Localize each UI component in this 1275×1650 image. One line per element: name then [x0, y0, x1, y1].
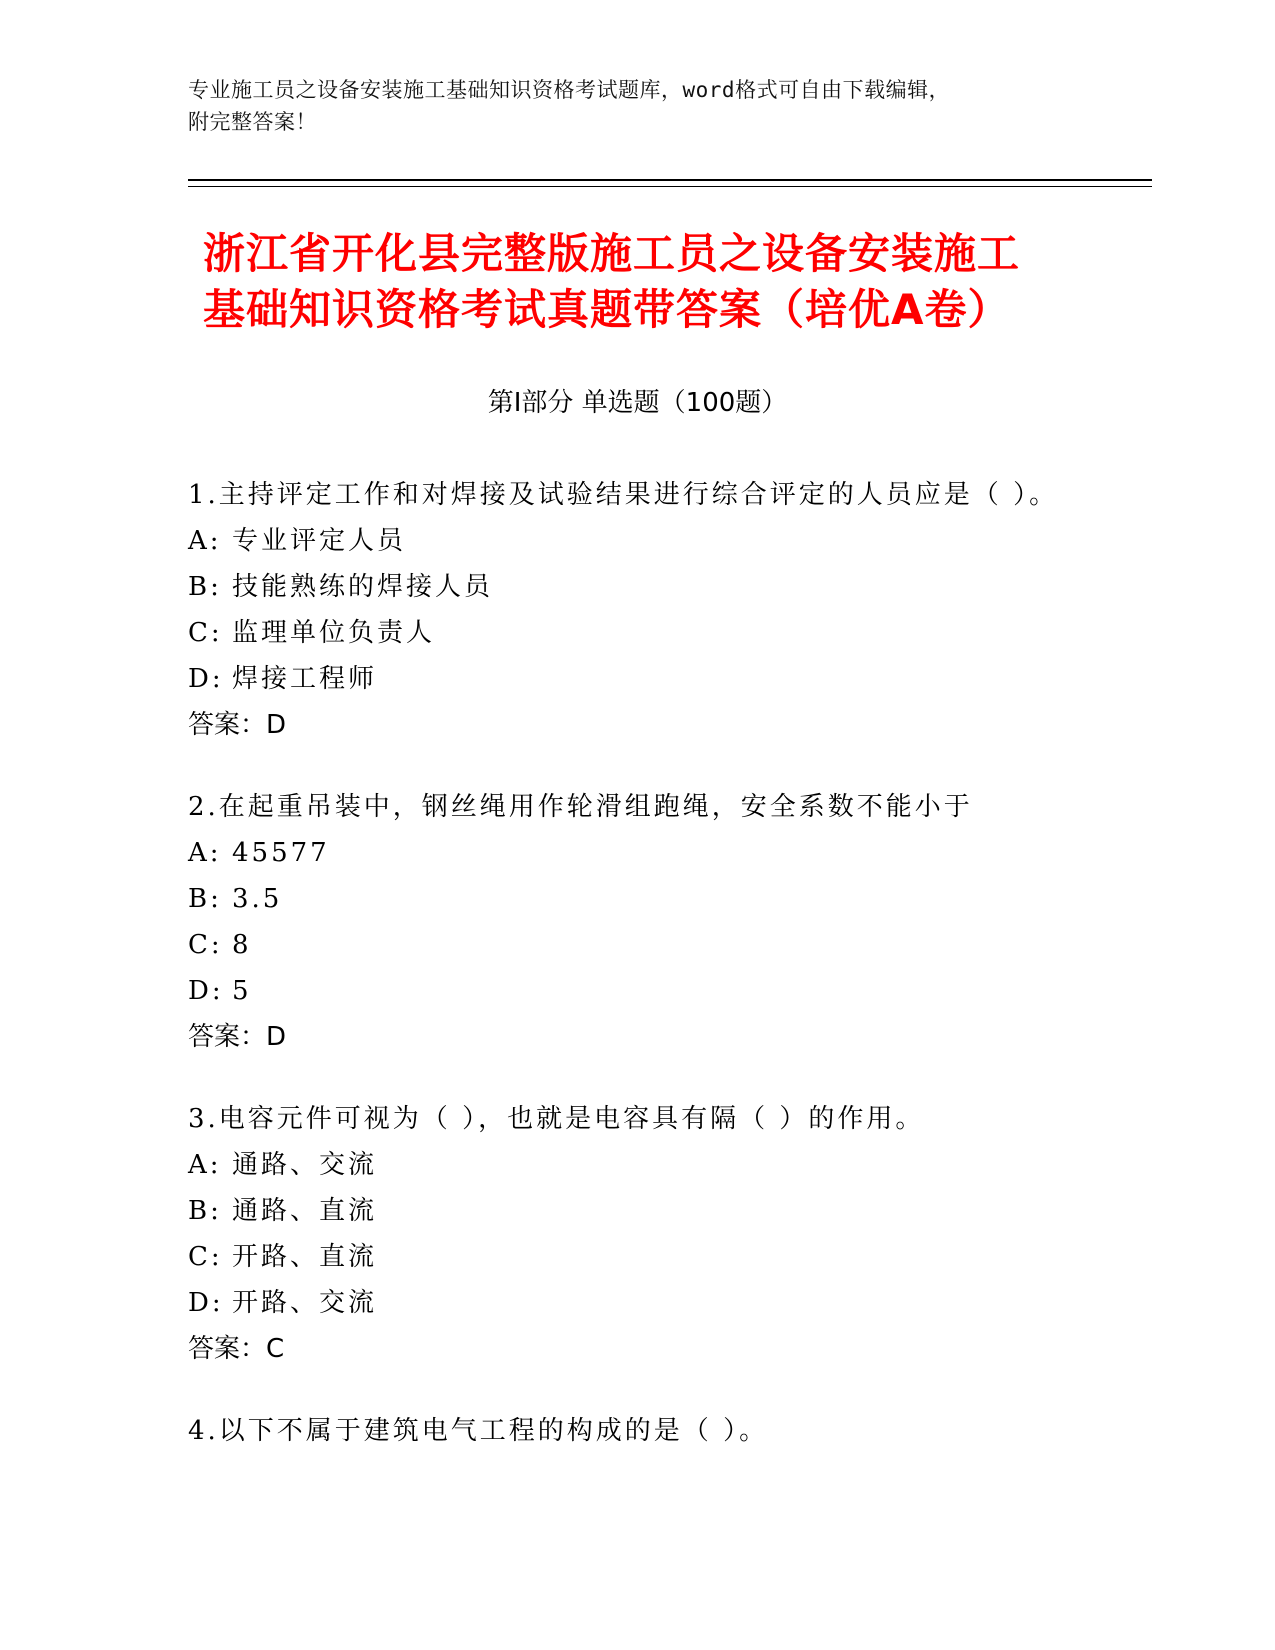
option-text: 通路、交流	[232, 1150, 378, 1180]
question-stem: 3.电容元件可视为（ ），也就是电容具有隔（ ）的作用。	[188, 1104, 925, 1134]
question-3	[188, 1096, 1188, 1372]
option-letter: B:	[188, 1196, 222, 1226]
option-letter: B:	[188, 572, 222, 602]
question-4	[188, 1408, 1188, 1454]
question-stem: 4.以下不属于建筑电气工程的构成的是（ ）。	[188, 1416, 769, 1446]
option-text: 监理单位负责人	[232, 618, 436, 648]
option-text: 通路、直流	[232, 1196, 378, 1226]
option-text: 开路、交流	[232, 1288, 378, 1318]
option-letter: B:	[188, 884, 222, 914]
option-letter: C:	[188, 1242, 223, 1272]
document-title-line-2: 基础知识资格考试真题带答案（培优A卷）	[203, 285, 1011, 334]
header-note-line-2: 附完整答案！	[188, 110, 317, 134]
option-text: 开路、直流	[232, 1242, 378, 1272]
option-b	[188, 1188, 1188, 1234]
question-stem: 1.主持评定工作和对焊接及试验结果进行综合评定的人员应是（ ）。	[188, 480, 1059, 510]
document-title-line-1: 浙江省开化县完整版施工员之设备安装施工	[203, 229, 1021, 278]
option-text: 8	[232, 930, 252, 960]
option-d	[188, 1280, 1188, 1326]
option-b	[188, 564, 1188, 610]
document-title	[203, 226, 1213, 338]
option-letter: A:	[188, 526, 222, 556]
option-letter: D:	[188, 1288, 224, 1318]
option-letter: A:	[188, 838, 222, 868]
option-b	[188, 876, 1188, 922]
question-2	[188, 784, 1188, 1060]
option-letter: D:	[188, 664, 224, 694]
option-text: 专业评定人员	[232, 526, 407, 556]
option-c	[188, 1234, 1188, 1280]
section-title: 第Ⅰ部分 单选题（100题）	[487, 388, 788, 418]
answer-line: 答案：D	[188, 1022, 287, 1052]
answer-line: 答案：C	[188, 1334, 285, 1364]
answer-line: 答案：D	[188, 710, 287, 740]
option-c	[188, 922, 1188, 968]
option-c	[188, 610, 1188, 656]
header-note	[188, 74, 1088, 138]
question-list	[188, 472, 1188, 1490]
question-stem: 2.在起重吊装中，钢丝绳用作轮滑组跑绳，安全系数不能小于	[188, 792, 973, 822]
option-text: 技能熟练的焊接人员	[232, 572, 494, 602]
option-letter: A:	[188, 1150, 222, 1180]
option-letter: C:	[188, 930, 223, 960]
option-d	[188, 968, 1188, 1014]
question-1	[188, 472, 1188, 748]
option-letter: C:	[188, 618, 223, 648]
option-a	[188, 830, 1188, 876]
option-a	[188, 1142, 1188, 1188]
header-note-line-1: 专业施工员之设备安装施工基础知识资格考试题库，word格式可自由下载编辑，	[188, 78, 951, 102]
option-text: 45577	[232, 838, 330, 868]
option-d	[188, 656, 1188, 702]
option-text: 3.5	[232, 884, 283, 914]
option-text: 焊接工程师	[232, 664, 378, 694]
header-divider-thin	[188, 186, 1152, 187]
option-text: 5	[232, 976, 252, 1006]
option-a	[188, 518, 1188, 564]
header-divider-thick	[188, 179, 1152, 181]
option-letter: D:	[188, 976, 224, 1006]
